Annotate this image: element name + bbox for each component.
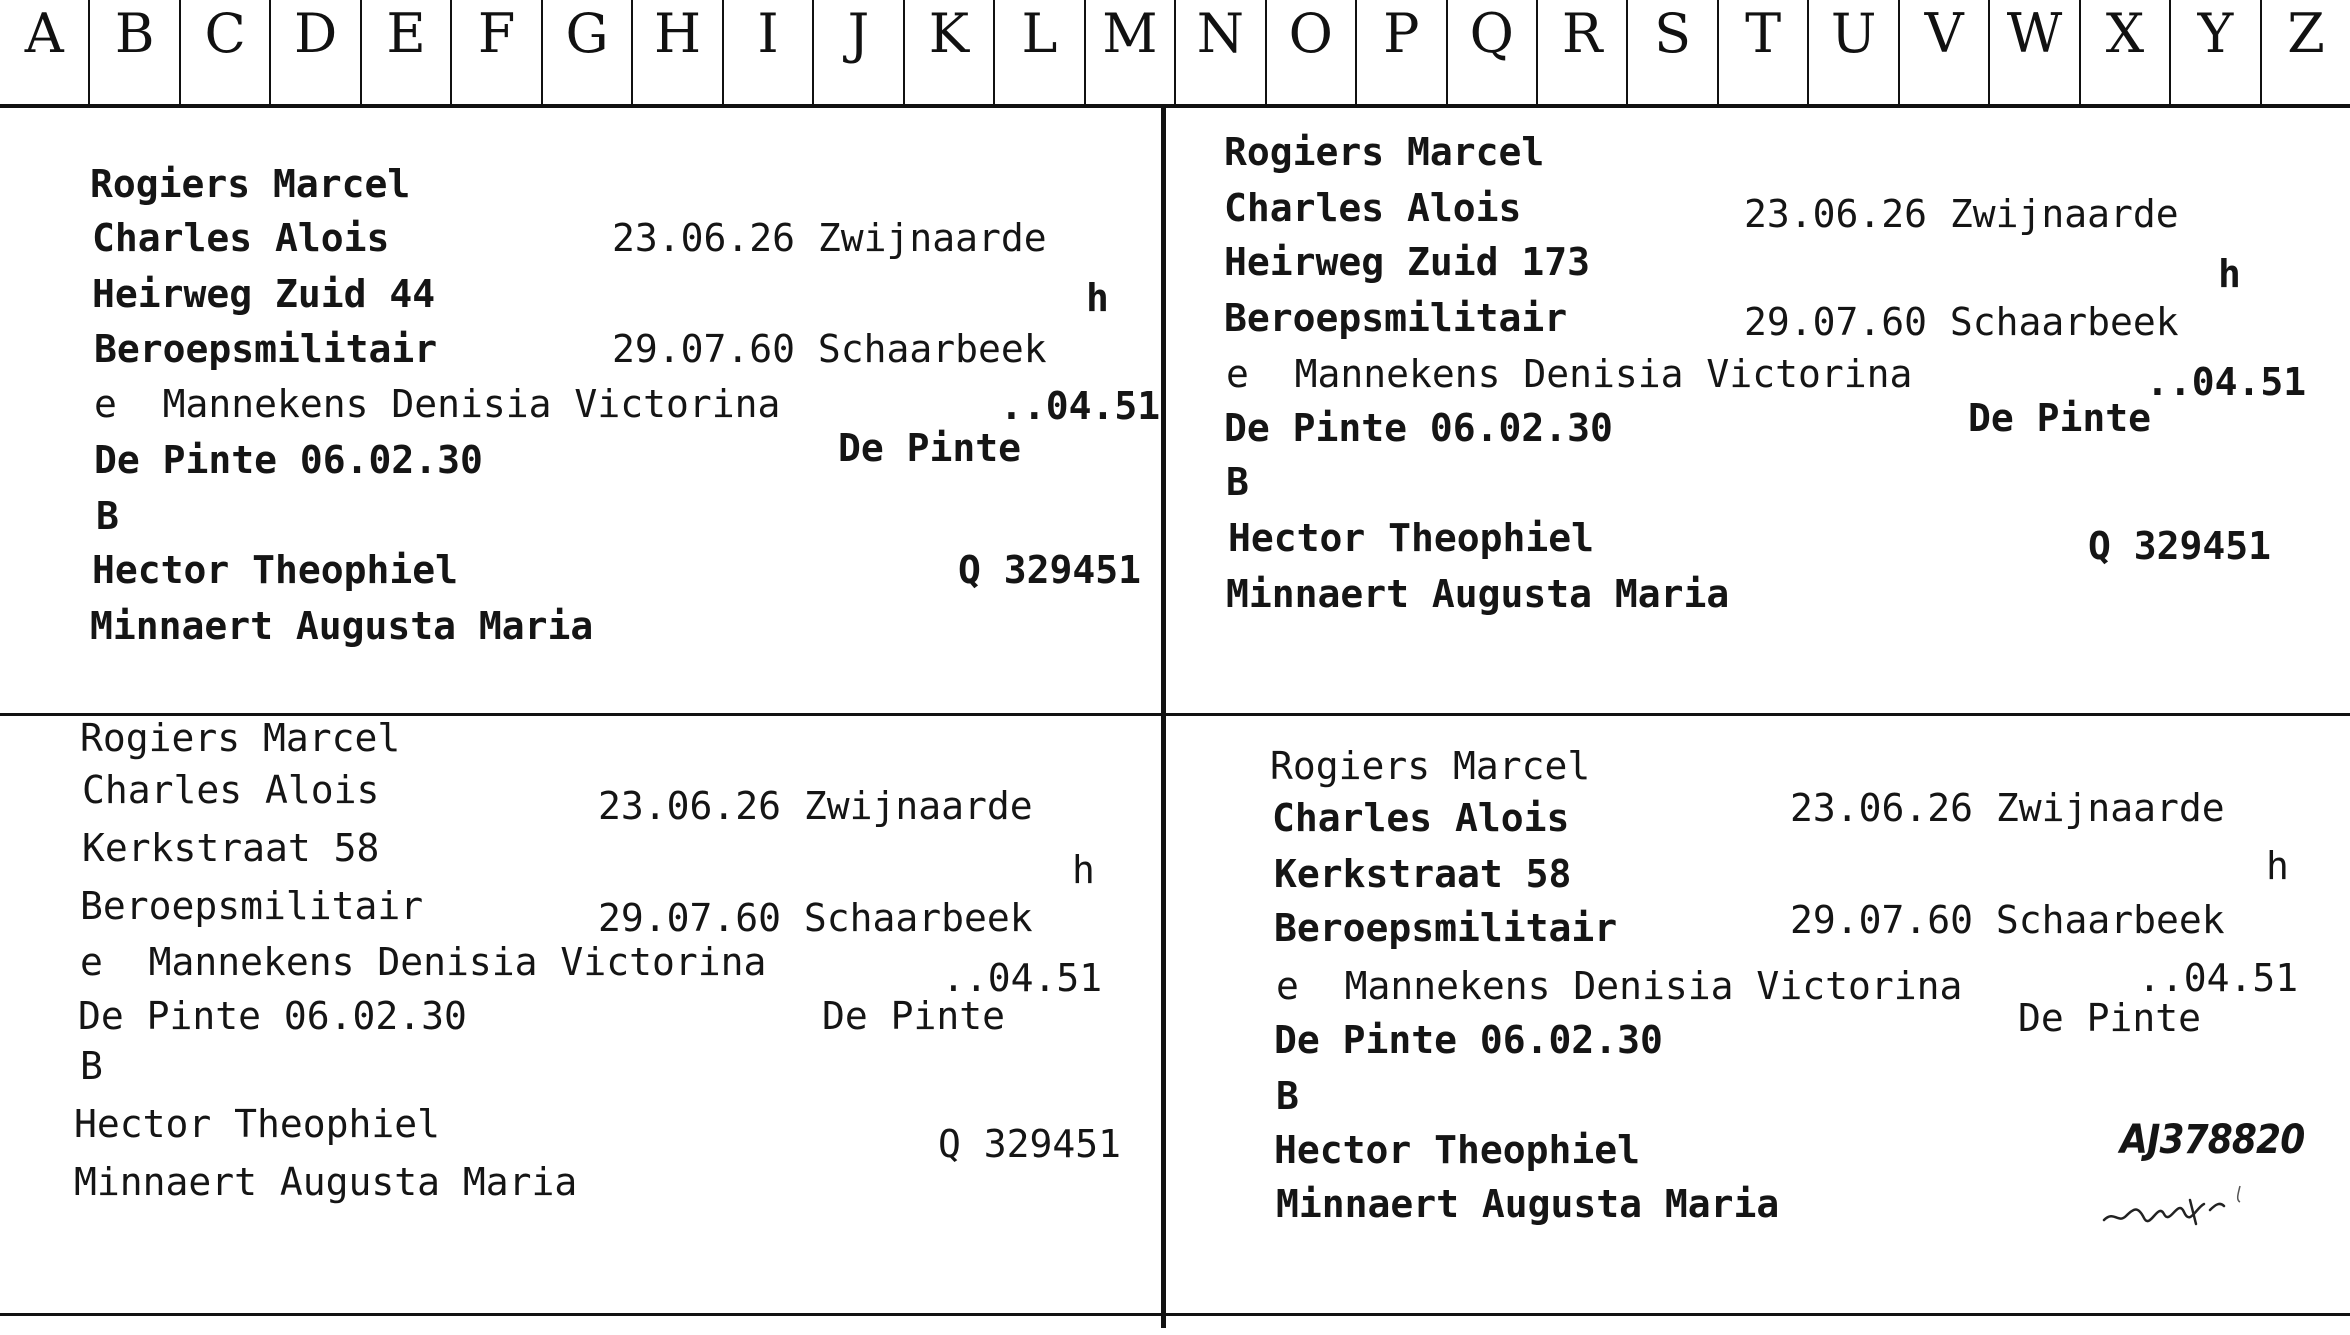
card-marriage: 29.07.60 Schaarbeek — [598, 896, 1033, 940]
card-given-names: Charles Alois — [1272, 796, 1570, 840]
card-profession: Beroepsmilitair — [1224, 296, 1568, 340]
alpha-tab-y: Y — [2169, 0, 2259, 104]
card-date-partial: ..04.51 — [942, 956, 1103, 1000]
card-number: Q 329451 — [2088, 524, 2272, 568]
card-place: De Pinte — [838, 426, 1022, 470]
alpha-tab-e: E — [360, 0, 450, 104]
card-given-names: Charles Alois — [1224, 186, 1522, 230]
card-place: De Pinte — [822, 994, 1006, 1038]
card-spouse: e Mannekens Denisia Victorina — [1226, 352, 1913, 396]
alpha-tab-g: G — [541, 0, 631, 104]
card-father: Hector Theophiel — [1228, 516, 1595, 560]
alpha-tab-o: O — [1265, 0, 1355, 104]
card-place: De Pinte — [2018, 996, 2202, 1040]
alpha-tab-c: C — [179, 0, 269, 104]
alpha-tab-a: A — [24, 2, 64, 65]
alpha-tab-t: T — [1717, 0, 1807, 104]
card-number-stamp: AJ378820 — [2120, 1117, 2305, 1163]
alpha-tab-i: I — [722, 0, 812, 104]
alpha-tab-s: S — [1626, 0, 1716, 104]
card-father: Hector Theophiel — [74, 1102, 441, 1146]
alpha-tab-m: M — [1084, 0, 1174, 104]
alpha-tab-k: K — [903, 0, 993, 104]
alpha-tab-j: J — [812, 0, 902, 104]
card-profession: Beroepsmilitair — [94, 327, 438, 371]
card-mark: h — [1086, 276, 1109, 320]
card-date-partial: ..04.51 — [2146, 360, 2307, 404]
card-name: Rogiers Marcel — [80, 716, 401, 760]
alpha-tab-x: X — [2079, 0, 2169, 104]
vertical-divider — [1161, 108, 1166, 1328]
card-name: Rogiers Marcel — [1270, 744, 1591, 788]
card-profession: Beroepsmilitair — [1274, 906, 1618, 950]
alpha-tab-f: F — [450, 0, 540, 104]
alpha-tab-q: Q — [1446, 0, 1536, 104]
alpha-tab-u: U — [1807, 0, 1897, 104]
card-date-partial: ..04.51 — [1000, 384, 1161, 428]
card-mother: Minnaert Augusta Maria — [74, 1160, 578, 1204]
card-given-names: Charles Alois — [92, 216, 390, 260]
card-marriage: 29.07.60 Schaarbeek — [1790, 898, 2225, 942]
alpha-tab-z: Z — [2260, 0, 2350, 104]
horizontal-divider-right — [1166, 713, 2350, 716]
card-mark: h — [2218, 252, 2241, 296]
card-spouse-birth: De Pinte 06.02.30 — [1274, 1018, 1663, 1062]
alpha-tab-w: W — [1988, 0, 2078, 104]
card-number: Q 329451 — [938, 1122, 1122, 1166]
card-mother: Minnaert Augusta Maria — [1276, 1182, 1780, 1226]
card-code: B — [1276, 1074, 1299, 1118]
card-spouse: e Mannekens Denisia Victorina — [80, 940, 767, 984]
card-address: Heirweg Zuid 173 — [1224, 240, 1591, 284]
alpha-tab-r: R — [1536, 0, 1626, 104]
card-birth: 23.06.26 Zwijnaarde — [1790, 786, 2225, 830]
card-profession: Beroepsmilitair — [80, 884, 424, 928]
card-address: Kerkstraat 58 — [1274, 852, 1572, 896]
alpha-tab-n: N — [1174, 0, 1264, 104]
card-code: B — [96, 494, 119, 538]
bottom-line-right — [1166, 1313, 2350, 1316]
card-code: B — [1226, 460, 1249, 504]
card-date-partial: ..04.51 — [2138, 956, 2299, 1000]
alpha-tab-b: B — [88, 0, 178, 104]
card-marriage: 29.07.60 Schaarbeek — [1744, 300, 2179, 344]
alpha-tab-v: V — [1898, 0, 1988, 104]
card-address: Heirweg Zuid 44 — [92, 272, 436, 316]
bottom-line-left — [0, 1313, 1161, 1316]
card-code: B — [80, 1044, 103, 1088]
handwritten-signature — [2100, 1180, 2270, 1240]
card-father: Hector Theophiel — [1274, 1128, 1641, 1172]
card-name: Rogiers Marcel — [1224, 130, 1545, 174]
alpha-tab-d: D — [269, 0, 359, 104]
card-spouse-birth: De Pinte 06.02.30 — [78, 994, 467, 1038]
card-mark: h — [1072, 848, 1095, 892]
alphabet-index-strip — [0, 0, 2350, 108]
card-birth: 23.06.26 Zwijnaarde — [1744, 192, 2179, 236]
card-spouse-birth: De Pinte 06.02.30 — [1224, 406, 1613, 450]
card-marriage: 29.07.60 Schaarbeek — [612, 327, 1047, 371]
card-birth: 23.06.26 Zwijnaarde — [612, 216, 1047, 260]
alpha-tab-p: P — [1355, 0, 1445, 104]
card-place: De Pinte — [1968, 396, 2152, 440]
card-name: Rogiers Marcel — [90, 162, 411, 206]
card-spouse-birth: De Pinte 06.02.30 — [94, 438, 483, 482]
card-birth: 23.06.26 Zwijnaarde — [598, 784, 1033, 828]
alpha-tab-l: L — [993, 0, 1083, 104]
alpha-tab-h: H — [631, 0, 721, 104]
card-mark: h — [2266, 844, 2289, 888]
card-mother: Minnaert Augusta Maria — [90, 604, 594, 648]
card-spouse: e Mannekens Denisia Victorina — [1276, 964, 1963, 1008]
card-address: Kerkstraat 58 — [82, 826, 380, 870]
card-number: Q 329451 — [958, 548, 1142, 592]
card-father: Hector Theophiel — [92, 548, 459, 592]
card-given-names: Charles Alois — [82, 768, 380, 812]
card-mother: Minnaert Augusta Maria — [1226, 572, 1730, 616]
card-spouse: e Mannekens Denisia Victorina — [94, 382, 781, 426]
